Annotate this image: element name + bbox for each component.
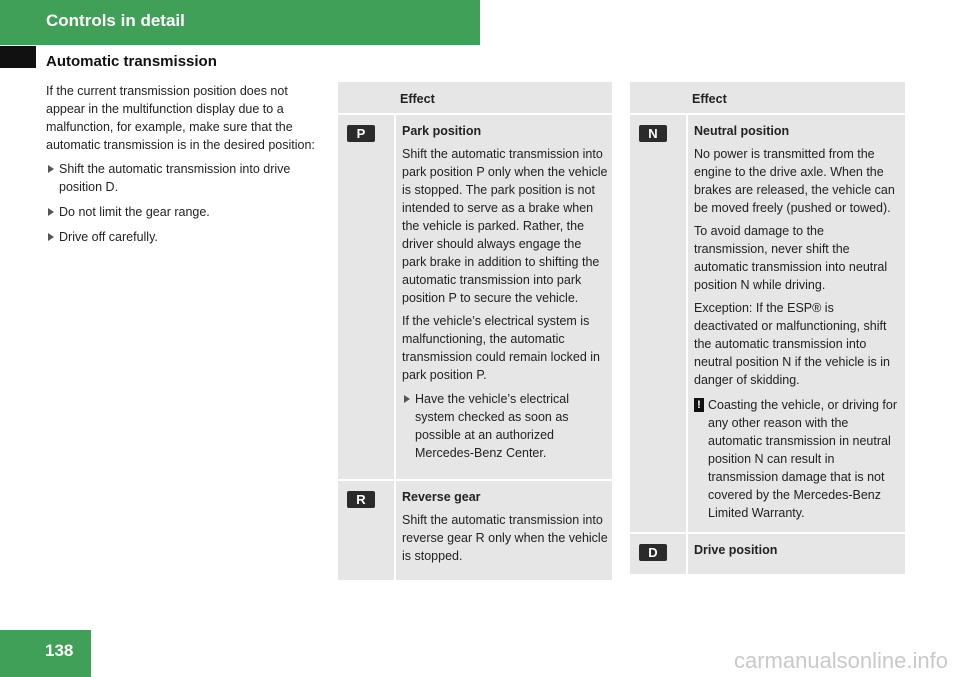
table-row: [630, 534, 905, 574]
effect-cell: [688, 534, 905, 574]
gear-n-icon: N: [639, 125, 667, 142]
row-title: Drive position: [694, 543, 778, 557]
table-row: [338, 115, 612, 481]
table-row: [630, 115, 905, 534]
key-cell: [630, 115, 688, 532]
row-title: Park position: [402, 124, 482, 138]
gear-d-icon: D: [639, 544, 667, 561]
key-cell: [338, 115, 396, 479]
chapter-title: Controls in detail: [46, 11, 185, 30]
key-cell: [630, 534, 688, 574]
effect-cell: [688, 115, 905, 532]
effect-cell: [396, 115, 612, 479]
intro-step: Drive off carefully.: [46, 228, 324, 246]
gear-r-icon: R: [347, 491, 375, 508]
row-paragraph: To avoid damage to the transmission, never shift the automatic transmission into neutral position N while driving.: [694, 224, 888, 292]
effect-table-right: [630, 82, 905, 574]
section-marker: [0, 46, 36, 68]
table-header: [338, 82, 612, 115]
table-header: [630, 82, 905, 115]
row-title: Reverse gear: [402, 490, 481, 504]
table-row: [338, 481, 612, 580]
intro-paragraph: If the current transmission position does not appear in the multifunction display due to a malfunction, for example, make sure that the automatic transmission is in the desired position:: [46, 84, 315, 152]
row-paragraph: If the vehicle’s electrical system is malfunctioning, the automatic transmission could remain locked in park position P.: [402, 314, 601, 382]
effect-table-left: [338, 82, 612, 580]
intro-column: [46, 82, 324, 253]
key-cell: [338, 481, 396, 580]
intro-step: Shift the automatic transmission into drive position D.: [46, 160, 324, 196]
section-title: Automatic transmission: [46, 53, 217, 70]
row-bullet: Have the vehicle’s electrical system checked as soon as possible at an authorized Mercedes-Benz Center.: [402, 390, 608, 462]
effect-cell: [396, 481, 612, 580]
watermark: carmanualsonline.info: [733, 648, 948, 673]
row-paragraph: Shift the automatic transmission into reverse gear R only when the vehicle is stopped.: [402, 513, 608, 563]
warning-text: Coasting the vehicle, or driving for any other reason with the automatic transmission in neutral position N can result in transmission damage that is not covered by the Mercedes-Benz Limited Warranty.: [708, 398, 897, 520]
intro-step: Do not limit the gear range.: [46, 203, 324, 221]
page-number: 138: [45, 641, 74, 660]
warning-note: [694, 396, 901, 522]
gear-p-icon: P: [347, 125, 375, 142]
row-paragraph: Exception: If the ESP® is deactivated or malfunctioning, shift the automatic transmission into neutral position N if the vehicle is in danger of skidding.: [694, 301, 890, 387]
row-title: Neutral position: [694, 124, 790, 138]
row-paragraph: Shift the automatic transmission into park position P only when the vehicle is stopped. The park position is not intended to serve as a brake when the vehicle is parked. Rather, the driver should always engage the park brake in addition to shifting the automatic transmission into park position P to secure the vehicle.: [402, 147, 608, 305]
table-header-label: Effect: [400, 92, 435, 106]
row-paragraph: No power is transmitted from the engine to the drive axle. When the brakes are released, the vehicle can be moved freely (pushed or towed).: [694, 147, 895, 215]
table-header-label: Effect: [692, 92, 727, 106]
warning-icon: !: [694, 398, 704, 412]
